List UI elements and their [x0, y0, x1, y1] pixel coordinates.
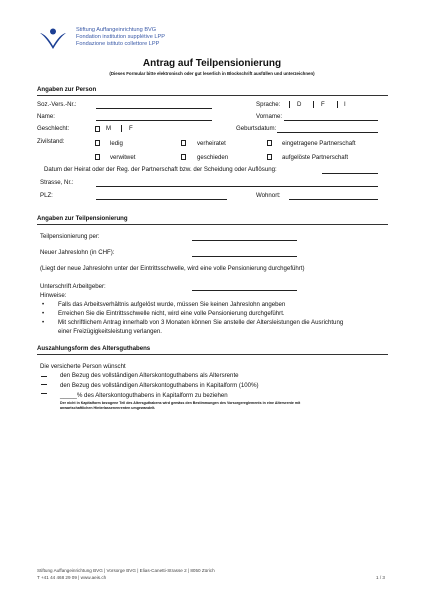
note-eintrittsschwelle: (Liegt der neue Jahreslohn unter der Eintrittsschwelle, wird eine volle Pensionierung durchgeführt): [40, 265, 305, 272]
footer-contact: T +41 44 468 29 09 | www.aeis.ch: [37, 575, 107, 580]
checkbox-gender-m[interactable]: [95, 126, 100, 132]
label-geburtsdatum: Geburtsdatum:: [236, 125, 277, 132]
checkbox-verwitwet[interactable]: [95, 154, 100, 160]
label-altersrente: den Bezug des vollständigen Alterskontoguthabens als Altersrente: [60, 372, 239, 379]
bullet-icon: •: [42, 319, 45, 326]
label-name: Name:: [37, 113, 55, 120]
section-divider: [37, 95, 388, 96]
checkbox-eingetragen[interactable]: [267, 140, 272, 146]
logo-icon: [38, 28, 68, 50]
wohnort-field[interactable]: [289, 199, 378, 200]
label-teilpensionierung-per: Teilpensionierung per:: [40, 233, 100, 240]
checkbox-lang-i[interactable]: [337, 101, 338, 108]
page-number: 1 / 3: [376, 575, 385, 580]
section-heading-auszahlung: Auszahlungsform des Altersguthabens: [37, 345, 151, 352]
label-hinweise: Hinweise:: [40, 292, 67, 299]
checkbox-ledig[interactable]: [95, 140, 100, 146]
checkbox-kapital-teil[interactable]: [41, 393, 47, 394]
checkbox-kapital-100[interactable]: [41, 384, 47, 385]
hinweis-item: Falls das Arbeitsverhältnis aufgelöst wurde, müssen Sie keinen Jahreslohn angeben: [58, 301, 286, 308]
label-zivilstand: Zivilstand:: [37, 138, 65, 145]
label-verheiratet: verheiratet: [197, 140, 226, 147]
hinweis-item-continued: einer Freizügigkeitsleistung verlangen.: [58, 328, 162, 335]
bullet-icon: •: [42, 310, 45, 317]
label-strasse: Strasse, Nr.:: [40, 179, 74, 186]
label-sprache: Sprache:: [256, 101, 281, 108]
plz-field[interactable]: [96, 199, 227, 200]
vorname-field[interactable]: [284, 120, 378, 121]
label-eingetragen: eingetragene Partnerschaft: [282, 140, 356, 147]
page-title: Antrag auf Teilpensionierung: [142, 58, 282, 69]
fineprint-line: Der nicht in Kapitalform bezogene Teil des Altersguthabens wird gemäss den Bestimmungen des Vorsorgereglements in eine Altersrente mit: [60, 401, 301, 405]
hinweis-item: Mit schriftlichem Antrag innerhalb von 3 Monaten können Sie anstelle der Altersleistungen die Ausrichtung: [58, 319, 344, 326]
soz-vers-field[interactable]: [96, 108, 212, 109]
org-name-it: Fondazione istituto collettore LPP: [76, 41, 160, 47]
section-heading-teilpensionierung: Angaben zur Teilpensionierung: [37, 215, 128, 222]
fineprint-line: anwartschaftlichen Hinterlassenenrenten umgewandelt.: [60, 406, 156, 410]
section-divider: [37, 354, 388, 355]
label-gender-f: F: [129, 125, 133, 132]
auszahlung-intro: Die versicherte Person wünscht: [40, 363, 126, 370]
hinweis-item: Erreichen Sie die Eintrittsschwelle nicht, wird eine volle Pensionierung durchgeführt.: [58, 310, 285, 317]
label-vorname: Vorname:: [256, 113, 283, 120]
label-lang-i: I: [344, 101, 346, 108]
strasse-field[interactable]: [96, 186, 378, 187]
checkbox-lang-f[interactable]: [313, 101, 314, 108]
section-heading-person: Angaben zur Person: [37, 86, 97, 93]
jahreslohn-field[interactable]: [192, 256, 297, 257]
label-soz-vers: Soz.-Vers.-Nr.:: [37, 101, 77, 108]
checkbox-altersrente[interactable]: [41, 376, 47, 377]
org-name-de: Stiftung Auffangeinrichtung BVG: [76, 27, 157, 33]
checkbox-verheiratet[interactable]: [181, 140, 186, 146]
checkbox-lang-d[interactable]: [289, 101, 290, 108]
label-gender-m: M: [106, 125, 112, 132]
datum-heirat-field[interactable]: [322, 173, 378, 174]
label-geschlecht: Geschlecht:: [37, 125, 70, 132]
unterschrift-arbeitgeber-field[interactable]: [192, 290, 297, 291]
checkbox-geschieden[interactable]: [181, 154, 186, 160]
label-verwitwet: verwitwet: [110, 154, 136, 161]
name-field[interactable]: [96, 120, 212, 121]
section-divider: [37, 224, 388, 225]
bullet-icon: •: [42, 301, 45, 308]
label-lang-f: F: [321, 101, 325, 108]
label-kapital-teil: _____% des Alterskontoguthabens in Kapitalform zu beziehen: [60, 392, 228, 399]
checkbox-aufgeloest[interactable]: [267, 154, 272, 160]
label-lang-d: D: [297, 101, 302, 108]
teilpensionierung-per-field[interactable]: [192, 240, 297, 241]
label-aufgeloest: aufgelöste Partnerschaft: [282, 154, 349, 161]
geburtsdatum-field[interactable]: [277, 132, 378, 133]
label-kapital-100: den Bezug des vollständigen Alterskontoguthabens in Kapitalform (100%): [60, 382, 259, 389]
page-subtitle: (Dieses Formular bitte elektronisch oder gut leserlich in Blockschrift ausfüllen und unterzeichnen): [109, 71, 315, 76]
checkbox-gender-f[interactable]: [121, 125, 122, 132]
label-wohnort: Wohnort:: [256, 192, 281, 199]
label-datum-heirat: Datum der Heirat oder der Reg. der Partnerschaft bzw. der Scheidung oder Auflösung:: [44, 166, 277, 173]
label-ledig: ledig: [110, 140, 123, 147]
label-unterschrift-arbeitgeber: Unterschrift Arbeitgeber:: [40, 283, 106, 290]
label-jahreslohn: Neuer Jahreslohn (in CHF):: [40, 249, 115, 256]
org-name-fr: Fondation institution supplétive LPP: [76, 34, 165, 40]
label-geschieden: geschieden: [197, 154, 229, 161]
label-plz: PLZ:: [40, 192, 53, 199]
footer-address: Stiftung Auffangeinrichtung BVG | Vorsorge BVG | Elias-Canetti-Strasse 2 | 8050 Zürich: [37, 568, 215, 573]
